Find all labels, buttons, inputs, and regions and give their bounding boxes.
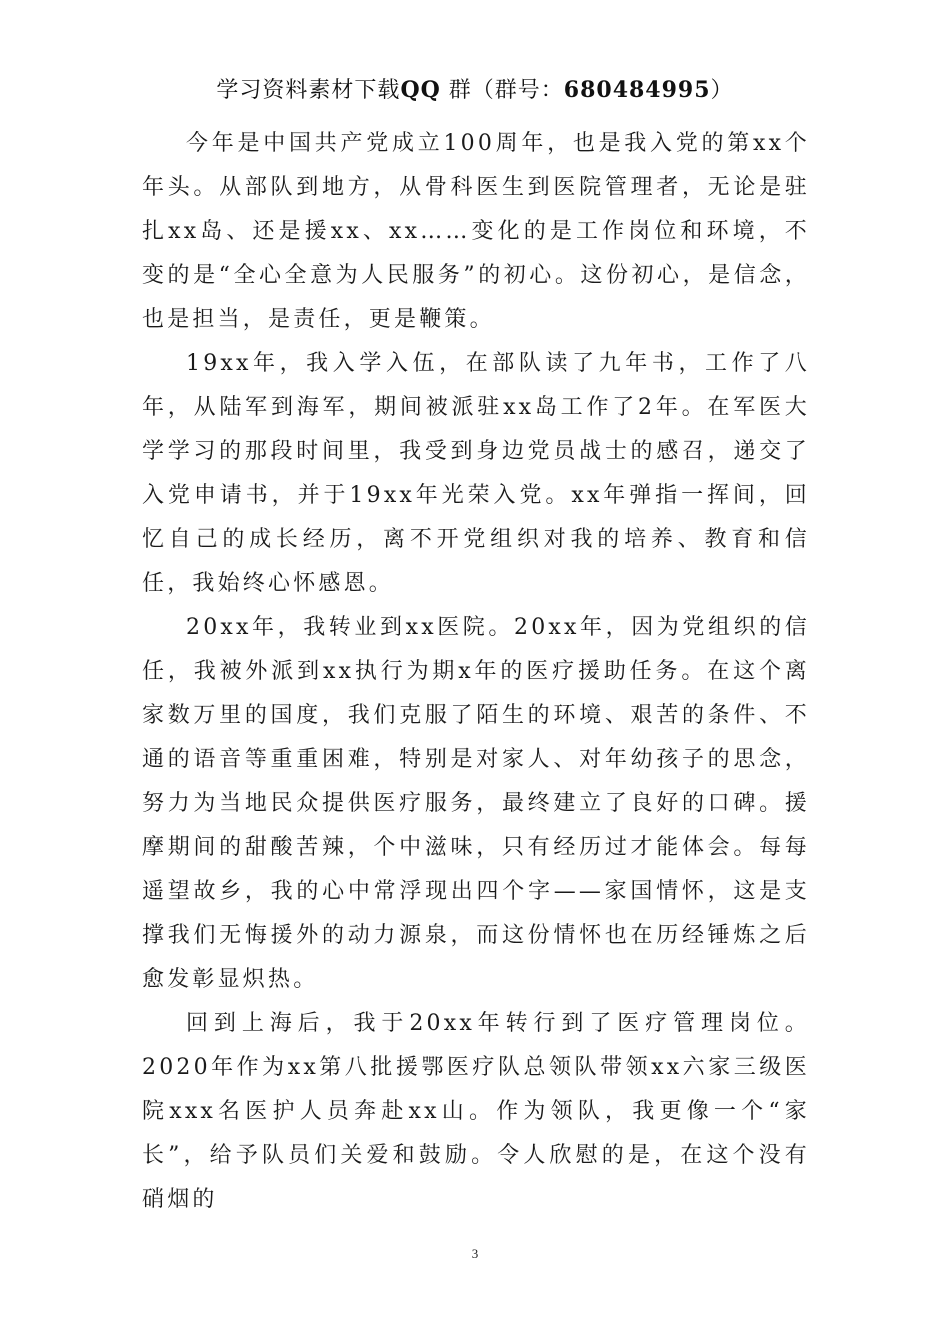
page-number: 3 bbox=[471, 1246, 479, 1261]
paragraph: 20xx年，我转业到xx医院。20xx年，因为党组织的信任，我被外派到xx执行为期x年的医疗援助任务。在这个离家数万里的国度，我们克服了陌生的环境、艰苦的条件、不通的语音等重重困难，特别是对家人、对年幼孩子的思念，努力为当地民众提供医疗服务，最终建立了良好的口碑。援摩期间的甜酸苦辣，个中滋味，只有经历过才能体会。每每遥望故乡，我的心中常浮现出四个字——家国情怀，这是支撑我们无悔援外的动力源泉，而这份情怀也在历经锤炼之后愈发彰显炽热。 bbox=[142, 615, 810, 992]
header-group-number: 680484995 bbox=[563, 77, 711, 103]
paragraph: 19xx年，我入学入伍，在部队读了九年书，工作了八年，从陆军到海军，期间被派驻xx岛工作了2年。在军医大学学习的那段时间里，我受到身边党员战士的感召，递交了入党申请书，并于19xx年光荣入党。xx年弹指一挥间，回忆自己的成长经历，离不开党组织对我的培养、教育和信任，我始终心怀感恩。 bbox=[142, 351, 810, 596]
paragraph: 回到上海后，我于20xx年转行到了医疗管理岗位。2020年作为xx第八批援鄂医疗队总领队带领xx六家三级医院xxx名医护人员奔赴xx山。作为领队，我更像一个“家长”，给予队员们关爱和鼓励。令人欣慰的是，在这个没有硝烟的 bbox=[142, 1011, 810, 1212]
paragraph: 今年是中国共产党成立100周年，也是我入党的第xx个年头。从部队到地方，从骨科医生到医院管理者，无论是驻扎xx岛、还是援xx、xx……变化的是工作岗位和环境，不变的是“全心全意为人民服务”的初心。这份初心，是信念，也是担当，是责任，更是鞭策。 bbox=[142, 131, 810, 332]
header-group-label: 群（群号： bbox=[440, 78, 564, 103]
header-qq: QQ bbox=[400, 77, 441, 103]
header-prefix: 学习资料素材下载 bbox=[216, 78, 401, 103]
document-body bbox=[142, 122, 810, 1222]
page-header bbox=[0, 76, 950, 105]
header-suffix: ） bbox=[710, 78, 734, 103]
